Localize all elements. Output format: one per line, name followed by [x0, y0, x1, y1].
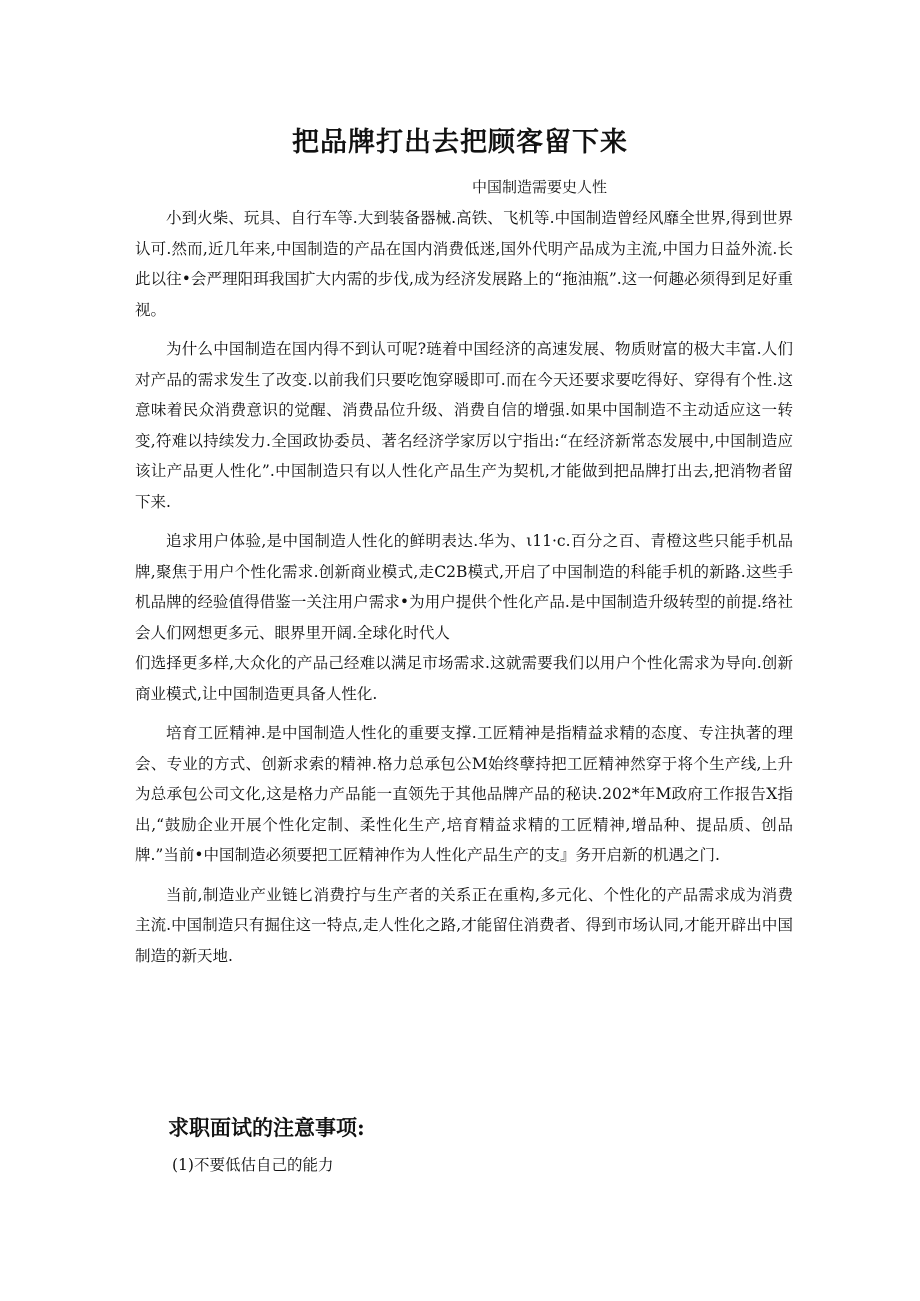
article-body: [135, 203, 793, 980]
paragraph: 小到火柴、玩具、自行车等.大到装备器械.高铁、飞机等.中国制造曾经风靡全世界,得到世界认可.然而,近几年来,中国制造的产品在国内消费低迷,国外代明产品成为主流,中国力日益外流.长此以往•会严理阳珥我国扩大内需的步伐,成为经济发展路上的“拖油瓶”.这一何趣必须得到足好重视。: [135, 209, 793, 319]
page-subtitle: 中国制造需要史人性: [472, 178, 608, 196]
paragraph: 培育工匠精神.是中国制造人性化的重要支撑.工匠精神是指精益求精的态度、专注执著的理会、专业的方式、创新求索的精神.格力总承包公M始终孽持把工匠精神然穿于将个生产线,上升为总承包公司文化,这是格力产品能一直领先于其他品牌产品的秘诀.202*年M政府工作报告X指出,“鼓励企业开展个性化定制、柔性化生产,培育精益求精的工匠精神,增品种、提品质、创品牌.”当前•中国制造必须要把工匠精神作为人性化产品生产的支』务开启新的机遇之门.: [135, 724, 793, 864]
list-item: (1)不要低估自己的能力: [172, 1156, 334, 1174]
section-heading: 求职面试的注意事项:: [168, 1115, 365, 1140]
paragraph: 为什么中国制造在国内得不到认可呢?琏着中国经济的高速发展、物质财富的极大丰富.人们对产品的需求发生了改变.以前我们只要吃饱穿暖即可.而在今天还要求要吃得好、穿得有个性.这意味着民众消费意识的觉醒、消费品位升级、消费自信的增强.如果中国制造不主动适应这一转变,符难以持续发力.全国政协委员、著名经济学家厉以宁指出:“在经济新常态发展中,中国制造应该让产品更人性化”.中国制造只有以人性化产品生产为契机,才能做到把品牌打出去,把消物者留下来.: [135, 340, 793, 511]
paragraph: 追求用户体验,是中国制造人性化的鲜明表达.华为、ι11·c.百分之百、青橙这些只能手机品牌,聚焦于用户个性化需求.创新商业模式,走C2B模式,开启了中国制造的科能手机的新路.这些手机品牌的经验值得借鉴一关注用户需求•为用户提供个性化产品.是中国制造升级转型的前提.络社会人们网想更多元、眼界里开阔.全球化时代人: [135, 532, 793, 642]
page-title: 把品牌打出去把顾客留下来: [292, 127, 628, 158]
paragraph: 当前,制造业产业链匕消费拧与生产者的关系正在重构,多元化、个性化的产品需求成为消费主流.中国制造只有掘住这一特点,走人性化之路,才能留住消费者、得到市场认同,才能开辟出中国制造的新天地.: [135, 885, 793, 965]
paragraph-continuation: 们选择更多样,大众化的产品己经难以满足市场需求.这就需要我们以用户个性化需求为导向.创新商业模式,让中国制造更具备人性化.: [135, 654, 793, 703]
